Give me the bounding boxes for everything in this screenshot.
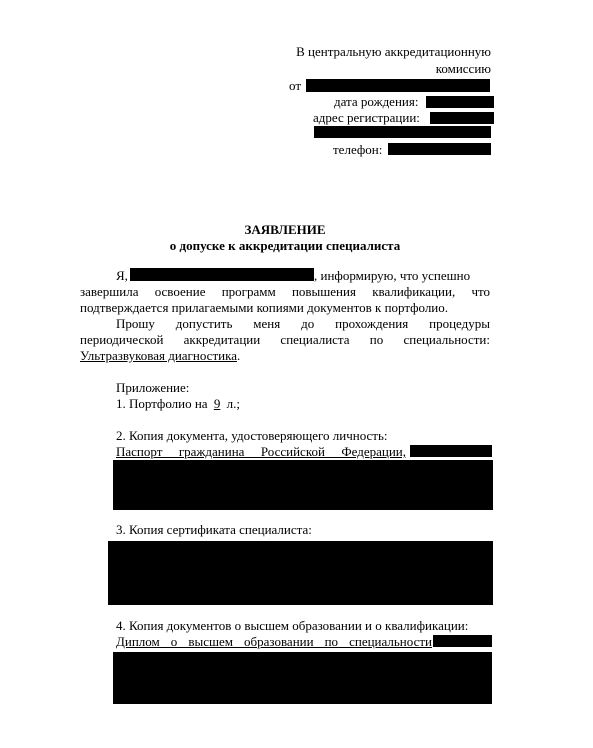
paragraph1-line3: подтверждается прилагаемыми копиями документов к портфолио. bbox=[80, 300, 449, 315]
appendix-item2: 2. Копия документа, удостоверяющего личность: bbox=[116, 428, 388, 443]
redacted-phone bbox=[388, 143, 491, 155]
specialty-period: . bbox=[236, 348, 241, 363]
appendix-item3: 3. Копия сертификата специалиста: bbox=[116, 522, 312, 537]
portfolio-suffix: л.; bbox=[226, 396, 240, 411]
from-label: от bbox=[289, 78, 302, 93]
phone-label: телефон: bbox=[333, 142, 383, 157]
addressee-line1: В центральную аккредитационную bbox=[296, 44, 491, 59]
redacted-applicant-name bbox=[306, 79, 490, 92]
redacted-dob bbox=[426, 96, 494, 108]
redacted-diploma-specialty bbox=[433, 635, 492, 647]
paragraph2-line2: периодической аккредитации специалиста по специальности: bbox=[80, 332, 490, 347]
specialty-name: Ультразвуковая диагностика bbox=[80, 348, 237, 363]
redacted-passport-details bbox=[113, 460, 493, 510]
document-title: ЗАЯВЛЕНИЕ bbox=[244, 222, 326, 237]
portfolio-page-count: 9 bbox=[213, 396, 221, 411]
document-subtitle: о допуске к аккредитации специалиста bbox=[169, 238, 401, 253]
appendix-item4: 4. Копия документов о высшем образовании и о квалификации: bbox=[116, 618, 469, 633]
address-label: адрес регистрации: bbox=[313, 110, 420, 125]
portfolio-prefix: 1. Портфолио на bbox=[116, 396, 208, 411]
appendix-label: Приложение: bbox=[116, 380, 190, 395]
passport-value: Паспорт гражданина Российской Федерации, bbox=[116, 444, 406, 459]
paragraph1-start: Я, bbox=[116, 268, 128, 283]
redacted-address-part2 bbox=[314, 126, 491, 138]
redacted-address-part1 bbox=[430, 112, 494, 124]
appendix-item1 bbox=[116, 396, 240, 412]
redacted-certificate-details bbox=[108, 541, 493, 605]
dob-label: дата рождения: bbox=[334, 94, 419, 109]
paragraph1-line2: завершила освоение программ повышения квалификации, что bbox=[80, 284, 490, 299]
paragraph1-end: , информирую, что успешно bbox=[314, 268, 471, 283]
redacted-passport-number bbox=[410, 445, 492, 457]
diploma-value: Диплом о высшем образовании по специальности bbox=[116, 634, 432, 649]
redacted-full-name bbox=[130, 268, 314, 281]
redacted-diploma-details bbox=[113, 652, 492, 704]
paragraph2-line1: Прошу допустить меня до прохождения процедуры bbox=[116, 316, 490, 331]
addressee-line2: комиссию bbox=[435, 61, 491, 76]
